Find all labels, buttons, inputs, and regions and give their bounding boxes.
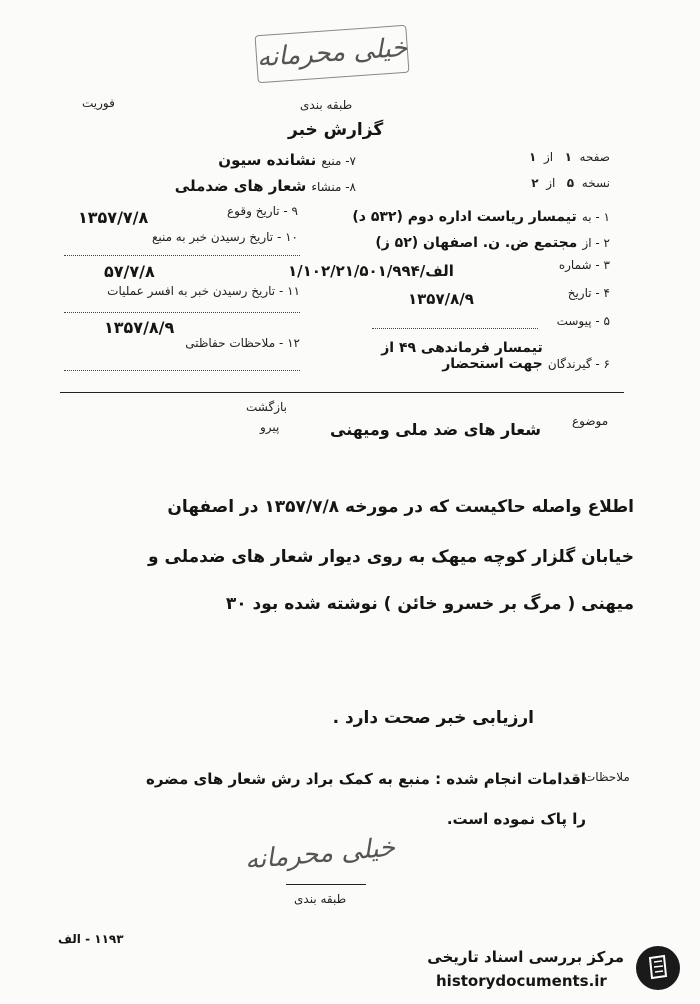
following-label: پیرو xyxy=(260,420,280,434)
copy-counter xyxy=(372,176,610,190)
page-counter xyxy=(372,150,610,164)
left-field-7: ۷- منبع نشانده سیون xyxy=(218,151,356,169)
page-of: از xyxy=(543,150,554,164)
left-field-12-label: ۱۲ - ملاحظات حفاظتی xyxy=(185,336,300,350)
right-field-4-label: ۴ - تاریخ xyxy=(567,286,610,300)
left-field-11-label: ۱۱ - تاریخ رسیدن خبر به افسر عملیات xyxy=(107,284,300,298)
subject-label: موضوع xyxy=(572,414,609,428)
copy-number: ۵ xyxy=(566,176,575,190)
left-field-11-value: ۵۷/۷/۸ xyxy=(104,262,155,281)
body-line-2: خیابان گلزار کوچه میهک به روی دیوار شعار های ضدملی و xyxy=(148,547,634,567)
right-field-2: ۲ - از مجتمع ض. ن. اصفهان (۵۲ ز) xyxy=(375,235,610,251)
footer-separator xyxy=(286,884,366,885)
remarks-label: ملاحظات xyxy=(584,770,630,784)
urgency-label: فوریت xyxy=(82,96,115,110)
classification-stamp-top: خیلی محرمانه xyxy=(255,25,410,83)
report-title: گزارش خبر xyxy=(288,120,384,140)
right-field-3-label: ۳ - شماره xyxy=(558,258,610,272)
remarks-line-1: اقدامات انجام شده : منبع به کمک براد رش شعار های مضره xyxy=(146,770,586,788)
copy-total: ۲ xyxy=(531,176,539,190)
page-total: ۱ xyxy=(529,150,537,164)
assessment: ارزیابی خبر صحت دارد . xyxy=(332,708,534,728)
right-field-6: ۶ - گیرندگان تیمسار فرماندهی ۴۹ از جهت استحضار xyxy=(381,340,610,372)
left-field-10-label: ۱۰ - تاریخ رسیدن خبر به منبع xyxy=(151,230,298,244)
copy-label: نسخه xyxy=(581,176,610,190)
classification-label-bottom: طبقه بندی xyxy=(294,892,347,906)
page-label: صفحه xyxy=(579,150,610,164)
subject-value: شعار های ضد ملی ومیهنی xyxy=(330,420,542,439)
left-field-9-label: ۹ - تاریخ وقوع xyxy=(227,204,298,218)
page-number: ۱ xyxy=(564,150,572,164)
right-field-4-value: ۱۳۵۷/۸/۹ xyxy=(408,290,474,308)
copy-of: از xyxy=(546,176,556,190)
archive-logo-text-fa: مرکز بررسی اسناد تاریخی xyxy=(427,948,624,966)
left-field-8: ۸- منشاء شعار های ضدملی xyxy=(174,177,356,195)
body-line-3: میهنی ( مرگ بر خسرو خائن ) نوشته شده بود ۳۰ xyxy=(225,594,634,614)
right-field-5-label: ۵ - پیوست xyxy=(556,314,610,328)
archive-logo-text-en: historydocuments.ir xyxy=(436,972,607,990)
classification-stamp-bottom: خیلی محرمانه xyxy=(243,832,397,876)
body-line-1: اطلاع واصله حاکیست که در مورخه ۱۳۵۷/۷/۸ در اصفهان xyxy=(167,497,634,517)
right-field-3-value: ۱/۱۰۲/۲۱/۵۰۱/الف/۹۹۴ xyxy=(288,262,454,280)
return-label: بازگشت xyxy=(246,400,287,414)
header-separator xyxy=(60,392,624,393)
remarks-line-2: را پاک نموده است. xyxy=(446,810,586,828)
right-field-1: ۱ - به تیمسار ریاست اداره دوم (۵۳۲ د) xyxy=(352,209,610,225)
archive-logo-icon xyxy=(636,946,680,990)
classification-label-top: طبقه بندی xyxy=(300,98,353,112)
left-field-12-value: ۱۳۵۷/۸/۹ xyxy=(104,318,175,337)
left-field-9-value: ۱۳۵۷/۷/۸ xyxy=(78,208,149,227)
form-number: ۱۱۹۳ - الف xyxy=(58,932,124,946)
